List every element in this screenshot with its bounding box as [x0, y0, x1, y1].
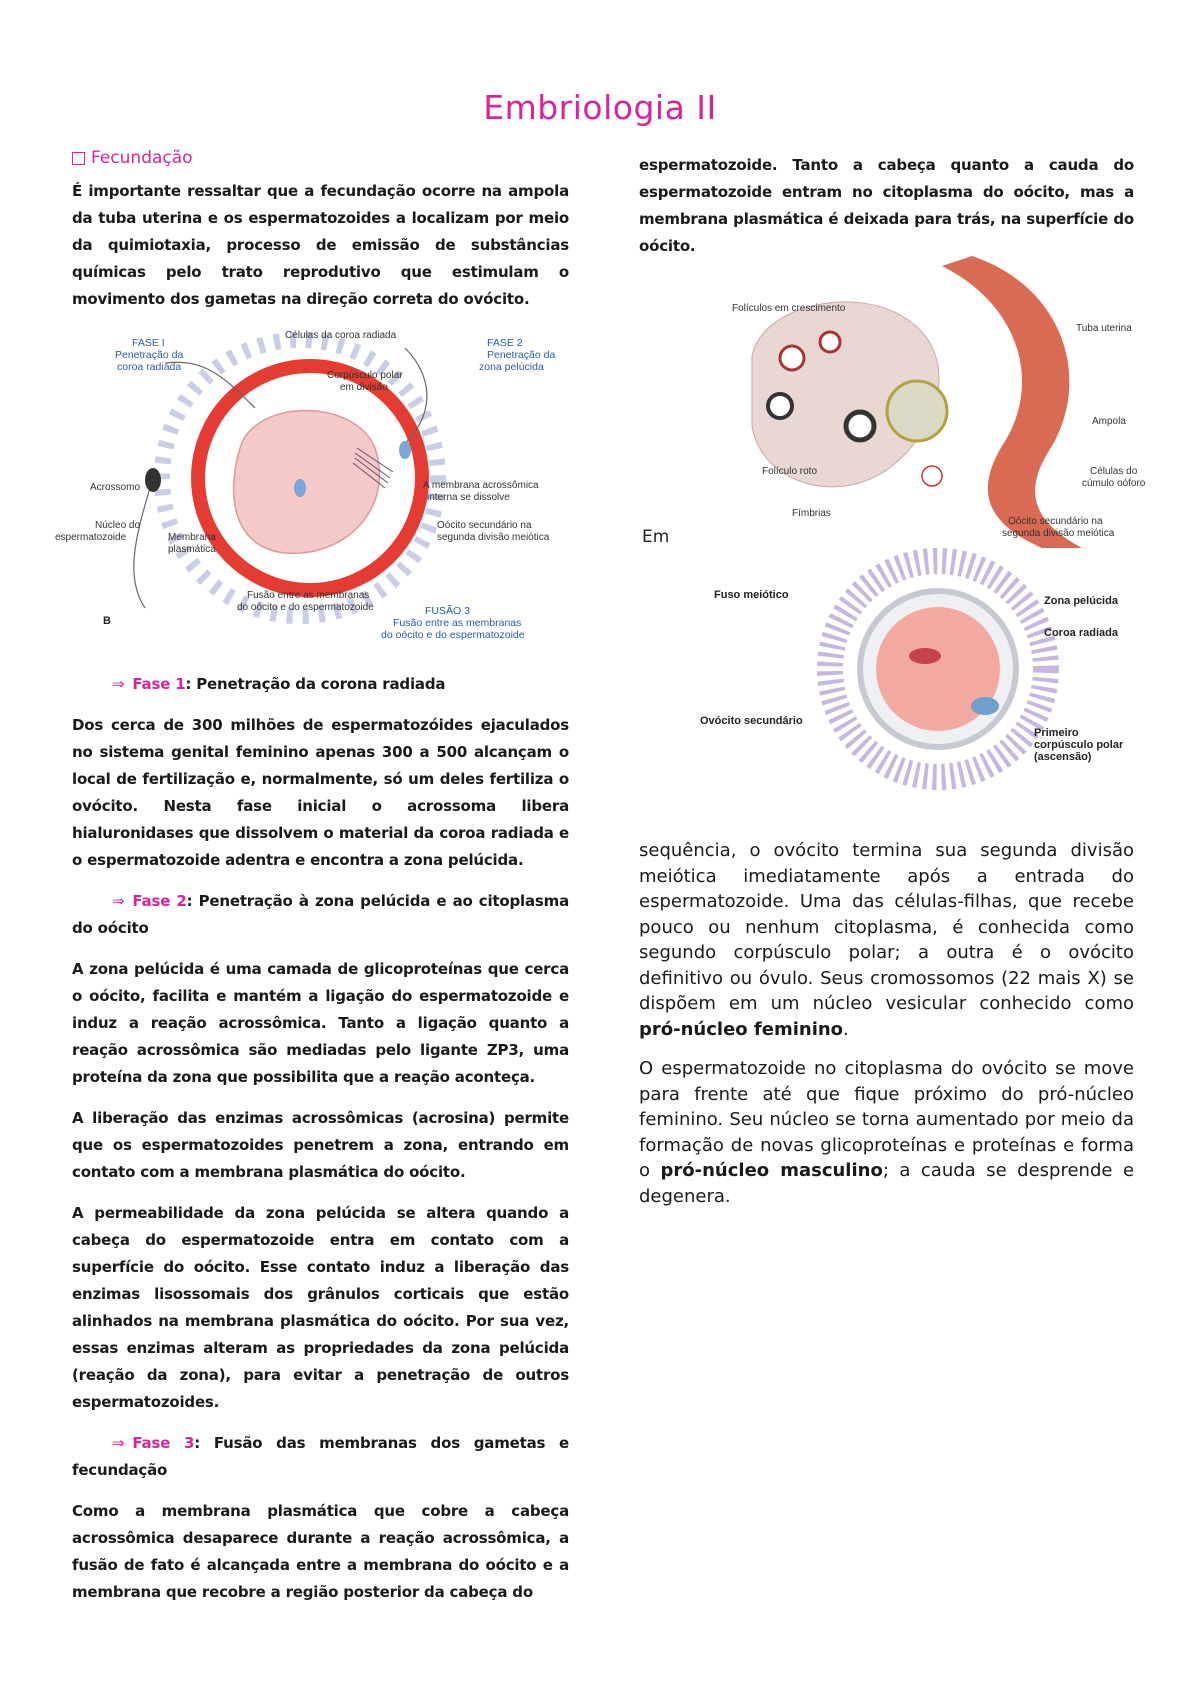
right-column — [639, 152, 1134, 274]
phase2-paragraph-1: A zona pelúcida é uma camada de glicoproteínas que cerca o oócito, facilita e mantém a ligação do espermatozoide e induz a reação acrossômica. Tanto a ligação quanto a reação acrossômica são mediadas pelo ligante ZP3, uma proteína da zona que possibilita que a reação aconteça. — [72, 960, 569, 1086]
fusao-entre-line2: do oócito e do espermatozoide — [237, 602, 374, 613]
fusao-line2: do oócito e do espermatozoide — [381, 629, 525, 641]
membrana-acro-line1: A membrana acrossômica — [423, 480, 539, 491]
fase2-title: FASE 2 — [487, 337, 523, 349]
phase2-text: : Penetração à zona pelúcida e ao citoplasma do oócito — [72, 892, 569, 937]
zona-label: Zona pelúcida — [1044, 595, 1118, 607]
follicle — [780, 346, 804, 370]
sperm-paragraph — [639, 1056, 1134, 1209]
primeiro-line2: corpúsculo polar — [1034, 739, 1124, 751]
phase3-paragraph: Como a membrana plasmática que cobre a cabeça acrossômica desaparece durante a reação acrossômica, a fusão de fato é alcançada entre a membrana do oócito e a membrana que recobre a região posterior da cabeça do — [72, 1502, 569, 1601]
sperm-tail — [134, 488, 150, 608]
phase2-heading — [72, 888, 569, 942]
continued-paragraph: espermatozoide. Tanto a cabeça quanto a cauda do espermatozoide entram no citoplasma do oócito, mas a membrana plasmática é deixada para trás, na superfície do oócito. — [639, 156, 1134, 255]
right-column-lower — [639, 838, 1134, 1223]
fusao-entre-line1: Fusão entre as membranas — [247, 590, 370, 601]
checkbox-icon — [72, 152, 85, 165]
follicle — [820, 332, 840, 352]
sperm-head — [399, 441, 411, 459]
cumulus-oocyte — [887, 381, 947, 441]
sperm-head — [294, 479, 306, 497]
sequence-paragraph — [639, 838, 1134, 1042]
fase1-title: FASE I — [132, 337, 165, 349]
coroa-label: Coroa radiada — [1044, 627, 1118, 639]
section-heading — [72, 148, 569, 168]
secondary-oocyte-figure — [700, 556, 1140, 801]
phase2-paragraph-3: A permeabilidade da zona pelúcida se altera quando a cabeça do espermatozoide entra em contato com a superfície do oócito. Esse contato induz a liberação das enzimas lisossomais dos grânulos corticais que estão alinhados na membrana plasmática do oócito. Por sua vez, essas enzimas alteram as propriedades da zona pelúcida (reação da zona), para evitar a penetração de outros espermatozoides. — [72, 1204, 569, 1411]
figure-letter: B — [103, 615, 111, 627]
oocito-line2: segunda divisão meiótica — [437, 532, 550, 543]
arrow-right-icon: ⇒ — [112, 675, 125, 693]
oocito2-line1: Oócito secundário na — [1008, 516, 1103, 527]
corpusculo-line2: em divisão — [340, 382, 388, 393]
ovocito-label: Ovócito secundário — [700, 715, 803, 727]
spindle-icon — [909, 648, 941, 664]
ampola-label: Ampola — [1092, 416, 1126, 427]
nucleo-line2: espermatozoide — [55, 532, 127, 543]
arrow-right-icon: ⇒ — [112, 1434, 125, 1452]
foliculos-label: Folículos em crescimento — [732, 303, 846, 314]
fase2-line1: Penetração da — [487, 349, 556, 361]
intro-paragraph: É importante ressaltar que a fecundação ocorre na ampola da tuba uterina e os espermatozoides a localizam por meio da quimiotaxia, processo de emissão de substâncias químicas pelo trato reprodutivo que estimulam o movimento dos gametas na direção correta do ovócito. — [72, 182, 569, 308]
phase2-label: Fase 2 — [132, 892, 187, 910]
acrossomo-label: Acrossomo — [90, 482, 141, 493]
fusao-title: FUSÃO 3 — [425, 605, 470, 617]
phase3-label: Fase 3 — [132, 1434, 195, 1452]
page-title: Embriologia II — [483, 88, 717, 127]
primeiro-line1: Primeiro — [1034, 727, 1079, 739]
pronucleo-feminino: pró-núcleo feminino — [639, 1018, 844, 1040]
oocito-line1: Oócito secundário na — [437, 520, 532, 531]
membrana-acro-line2: interna se dissolve — [427, 492, 510, 503]
sperm-head — [145, 468, 161, 492]
sperm-end: ; a cauda se desprende e degenera. — [639, 1160, 1135, 1207]
fase1-line1: Penetração da — [115, 349, 184, 361]
phase2-paragraph-2: A liberação das enzimas acrossômicas (acrosina) permite que os espermatozoides penetrem a zona, entrando em contato com a membrana plasmática do oócito. — [72, 1109, 569, 1181]
sequence-end: . — [843, 1018, 849, 1040]
fusao-line1: Fusão entre as membranas — [393, 617, 522, 629]
fase2-line2: zona pelúcida — [479, 361, 544, 373]
celulas-line2: cúmulo oóforo — [1082, 478, 1146, 489]
phase3-text: : Fusão das membranas dos gametas e fecundação — [72, 1434, 569, 1479]
roto-label: Folículo roto — [762, 466, 818, 477]
celulas-line1: Células do — [1090, 466, 1138, 477]
tuba-label: Tuba uterina — [1076, 323, 1132, 334]
pronucleo-masculino: pró-núcleo masculino — [660, 1160, 883, 1181]
sequence-text: sequência, o ovócito termina sua segunda divisão meiótica imediatamente após a entrada do espermatozoide. Uma das células-filhas, que recebe pouco ou nenhum citoplasma, é conhecida como segundo corpúsculo polar; a outra é o ovócito definitivo ou óvulo. Seus cromossomos (22 mais X) se dispõem em um núcleo vesicular conhecido como — [639, 840, 1134, 1014]
polar-body — [971, 697, 999, 715]
fertilization-figure — [55, 330, 585, 656]
arrow-right-icon: ⇒ — [112, 892, 125, 910]
corpusculo-line1: Corpúsculo polar — [327, 370, 403, 381]
celulas-label: Células da coroa radiada — [285, 330, 397, 341]
phase1-text: : Penetração da corona radiada — [185, 675, 446, 693]
nucleo-line1: Núcleo do — [95, 520, 141, 531]
section-heading-label: Fecundação — [91, 148, 193, 168]
phase1-heading — [72, 671, 569, 698]
membrana-line2: plasmática — [168, 544, 216, 555]
oocito2-line2: segunda divisão meiótica — [1002, 528, 1115, 539]
sperm-text: O espermatozoide no citoplasma do ovócito se move para frente até que fique próximo do pró-núcleo feminino. Seu núcleo se torna aumentado por meio da formação de novas glicoproteínas e proteínas e forma o — [639, 1058, 1134, 1181]
em-word: Em — [642, 527, 670, 547]
follicle — [768, 394, 792, 418]
fimbrias-label: Fímbrias — [792, 508, 831, 519]
ovary-tube-figure — [722, 266, 1162, 548]
fase1-line2: coroa radiada — [117, 361, 182, 373]
phase3-heading — [72, 1430, 569, 1484]
secondary-oocyte — [922, 466, 942, 486]
fuso-label: Fuso meiótico — [714, 589, 789, 601]
uterine-tube — [942, 256, 1082, 548]
membrana-line1: Membrana — [168, 532, 216, 543]
phase1-label: Fase 1 — [132, 675, 186, 693]
primeiro-line3: (ascensão) — [1034, 751, 1092, 763]
follicle — [846, 412, 874, 440]
phase1-paragraph: Dos cerca de 300 milhões de espermatozóides ejaculados no sistema genital feminino apenas 300 a 500 alcançam o local de fertilização e, normalmente, só um deles fertiliza o ovócito. Nesta fase inicial o acrossoma libera hialuronidases que dissolvem o material da coroa radiada e o espermatozoide adentra e encontra a zona pelúcida. — [72, 716, 569, 869]
